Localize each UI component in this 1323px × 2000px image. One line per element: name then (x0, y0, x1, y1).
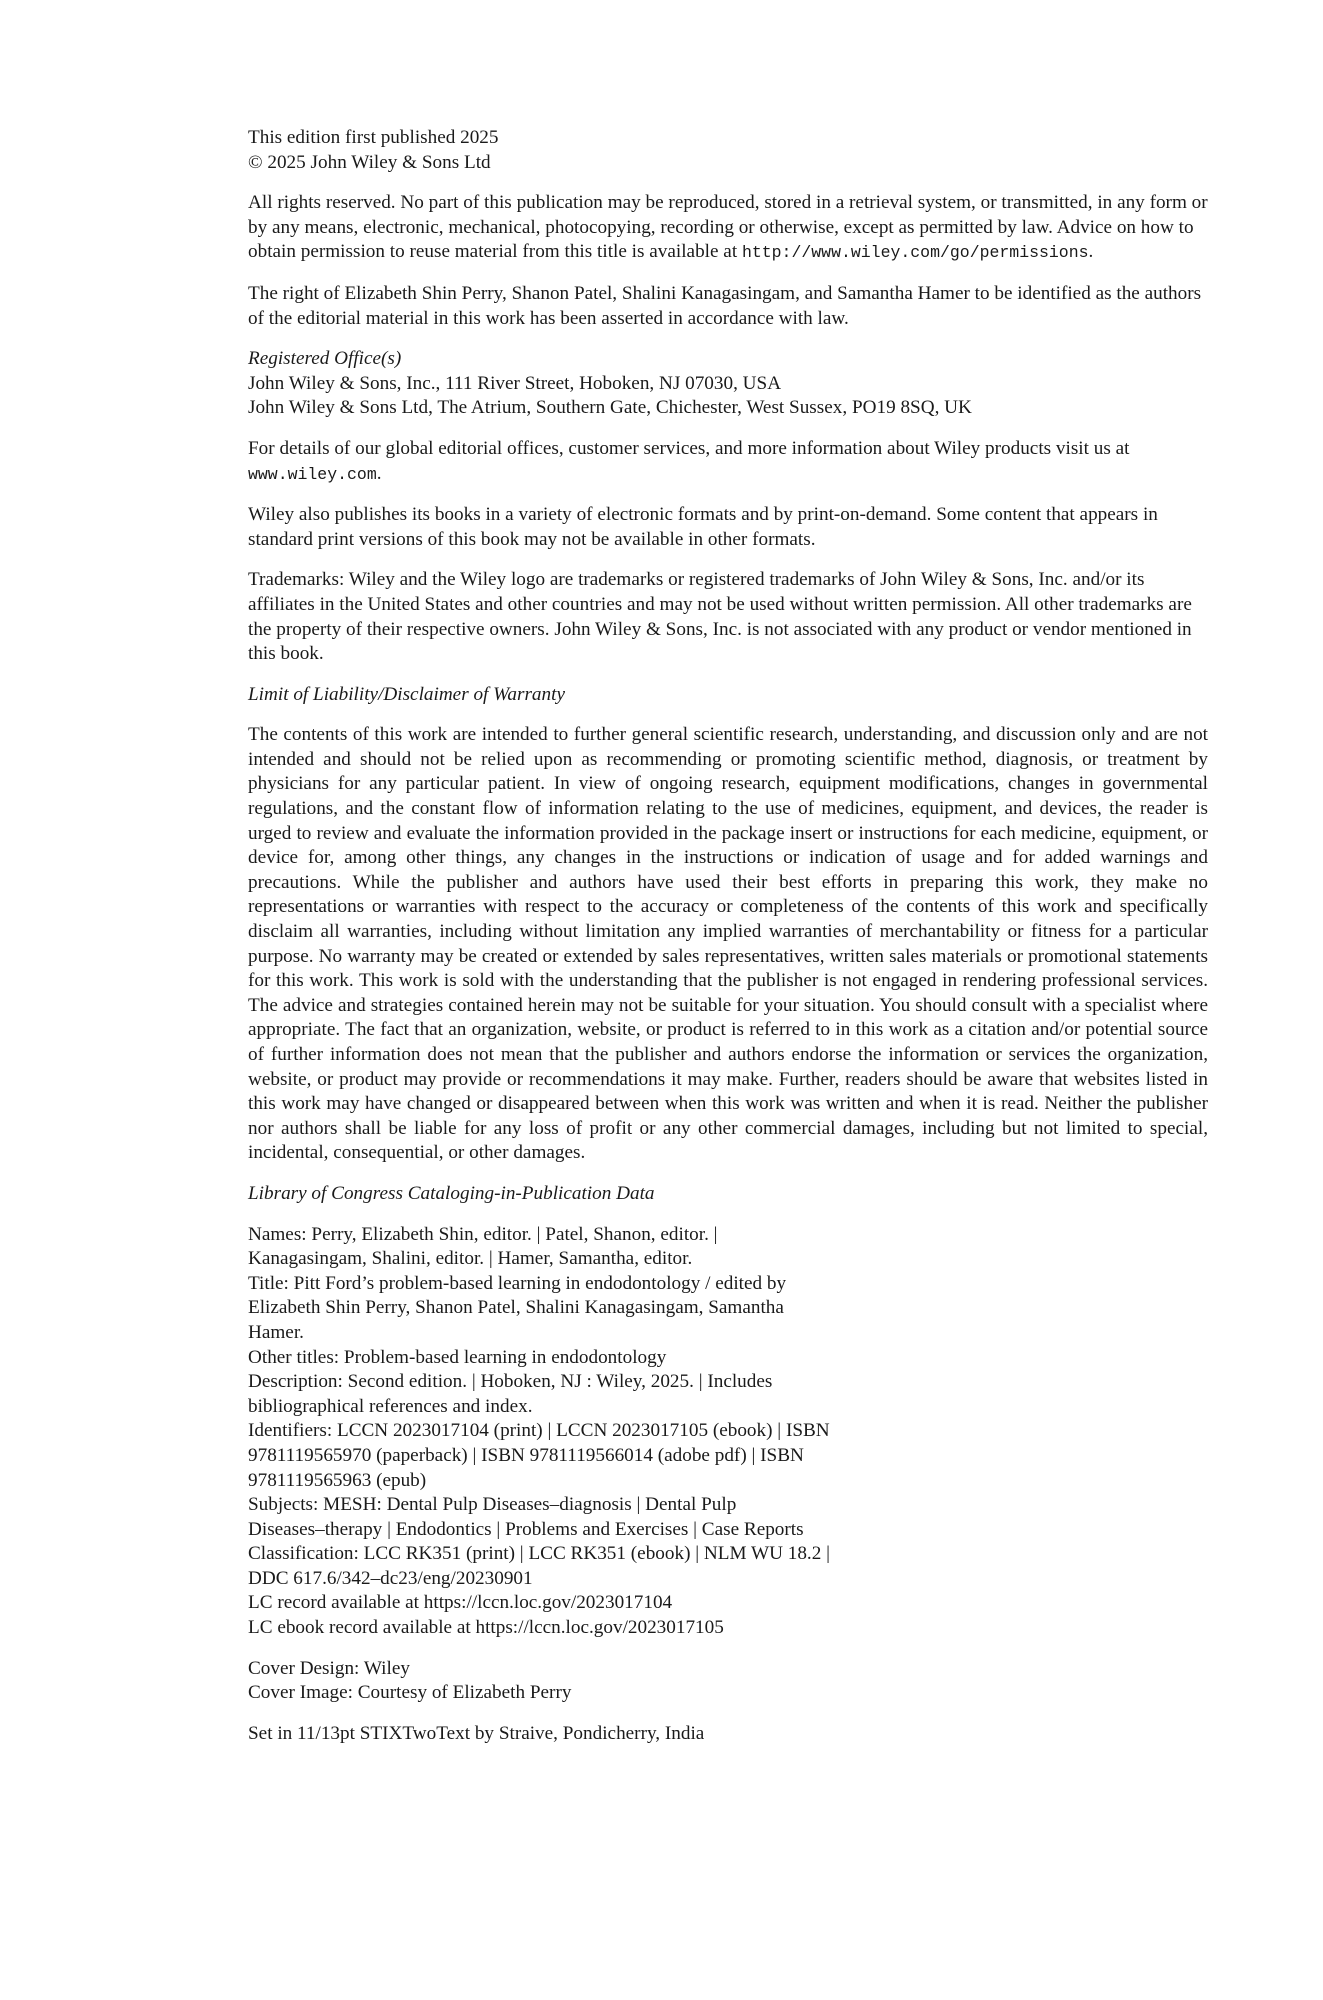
cip-heading: Library of Congress Cataloging-in-Publication Data (248, 1182, 655, 1204)
cip-title: Title: Pitt Ford’s problem-based learning in endodontology / edited by Elizabeth Shin Perry, Shanon Patel, Shalini Kanagasingam, Samantha Hamer. (248, 1272, 787, 1343)
cip-subjects: Subjects: MESH: Dental Pulp Diseases–diagnosis | Dental Pulp Diseases–therapy | Endodontics | Problems and Exercises | Case Reports (248, 1494, 804, 1540)
cip-block (248, 1223, 1208, 1641)
copyright-page (248, 126, 1208, 1746)
disclaimer-paragraph: The contents of this work are intended to further general scientific research, understanding, and discussion only and are not intended and should not be relied upon as recommending or promoting scientific method, diagnosis, or treatment by physicians for any particular patient. In view of ongoing research, equipment modifications, changes in governmental regulations, and the constant flow of information relating to the use of medicines, equipment, and devices, the reader is urged to review and evaluate the information provided in the package insert or instructions for each medicine, equipment, or device for, among other things, any changes in the instructions or indication of usage and for added warnings and precautions. While the publisher and authors have used their best efforts in preparing this work, they make no representations or warranties with respect to the accuracy or completeness of the contents of this work and specifically disclaim all warranties, including without limitation any implied warranties of merchantability or fitness for a particular purpose. No warranty may be created or extended by sales representatives, written sales materials or promotional statements for this work. This work is sold with the understanding that the publisher is not engaged in rendering professional services. The advice and strategies contained herein may not be suitable for your situation. You should consult with a specialist where appropriate. The fact that an organization, website, or product is referred to in this work as a citation and/or potential source of further information does not mean that the publisher and authors endorse the information or services the organization, website, or product may provide or recommendations it may make. Further, readers should be aware that websites listed in this work may have changed or disappeared between when this work was written and when it is read. Neither the publisher nor authors shall be liable for any loss of profit or any other commercial damages, including but not limited to special, incidental, consequential, or other damages. (248, 724, 1208, 1164)
cip-identifiers: Identifiers: LCCN 2023017104 (print) | LCCN 2023017105 (ebook) | ISBN 9781119565970 (paperback) | ISBN 9781119566014 (adobe pdf) | ISBN 9781119565963 (epub) (248, 1420, 830, 1491)
wiley-link[interactable]: www.wiley.com (248, 464, 377, 484)
trademarks-paragraph: Trademarks: Wiley and the Wiley logo are trademarks or registered trademarks of John Wiley & Sons, Inc. and/or its affiliates in the United States and other countries and may not be used without written permission. All other trademarks are the property of their respective owners. John Wiley & Sons, Inc. is not associated with any product or vendor mentioned in this book. (248, 569, 1192, 665)
cip-lc-record: LC record available at https://lccn.loc.gov/2023017104 (248, 1592, 673, 1614)
rights-end: . (1088, 241, 1094, 263)
cip-names: Names: Perry, Elizabeth Shin, editor. | Patel, Shanon, editor. | Kanagasingam, Shalini, editor. | Hamer, Samantha, editor. (248, 1223, 718, 1270)
details-end: . (376, 462, 382, 484)
cover-design-line: Cover Design: Wiley (248, 1657, 410, 1679)
rights-text: All rights reserved. No part of this publication may be reproduced, stored in a retrieval system, or transmitted, in any form or by any means, electronic, mechanical, photocopying, recording or otherwise, except as permitted by law. Advice on how to obtain permission to reuse material from this title is available at (248, 192, 1208, 263)
cover-image-line: Cover Image: Courtesy of Elizabeth Perry (248, 1682, 572, 1704)
cip-description: Description: Second edition. | Hoboken, NJ : Wiley, 2025. | Includes bibliographical references and index. (248, 1371, 773, 1417)
registered-office-heading: Registered Office(s) (248, 348, 402, 370)
details-paragraph (248, 437, 1208, 487)
copyright-line: © 2025 John Wiley & Sons Ltd (248, 151, 491, 173)
disclaimer-heading: Limit of Liability/Disclaimer of Warranty (248, 683, 565, 705)
formats-paragraph: Wiley also publishes its books in a variety of electronic formats and by print-on-demand. Some content that appears in standard print versions of this book may not be available in other formats. (248, 504, 1158, 550)
typeset-line: Set in 11/13pt STIXTwoText by Straive, Pondicherry, India (248, 1722, 705, 1744)
moral-rights-paragraph: The right of Elizabeth Shin Perry, Shanon Patel, Shalini Kanagasingam, and Samantha Hamer to be identified as the authors of the editorial material in this work has been asserted in accordance with law. (248, 282, 1202, 329)
registered-office-us: John Wiley & Sons, Inc., 111 River Street, Hoboken, NJ 07030, USA (248, 372, 782, 394)
cip-classification: Classification: LCC RK351 (print) | LCC RK351 (ebook) | NLM WU 18.2 | DDC 617.6/342–dc23/eng/20230901 (248, 1543, 830, 1589)
cip-lc-ebook-record: LC ebook record available at https://lccn.loc.gov/2023017105 (248, 1617, 724, 1639)
rights-paragraph (248, 191, 1208, 266)
registered-office-uk: John Wiley & Sons Ltd, The Atrium, Southern Gate, Chichester, West Sussex, PO19 8SQ, UK (248, 397, 972, 419)
edition-line: This edition first published 2025 (248, 127, 499, 148)
details-text: For details of our global editorial offices, customer services, and more information about Wiley products visit us at (248, 437, 1130, 459)
permissions-link[interactable]: http://www.wiley.com/go/permissions (741, 243, 1089, 263)
cip-other-titles: Other titles: Problem-based learning in endodontology (248, 1346, 667, 1368)
